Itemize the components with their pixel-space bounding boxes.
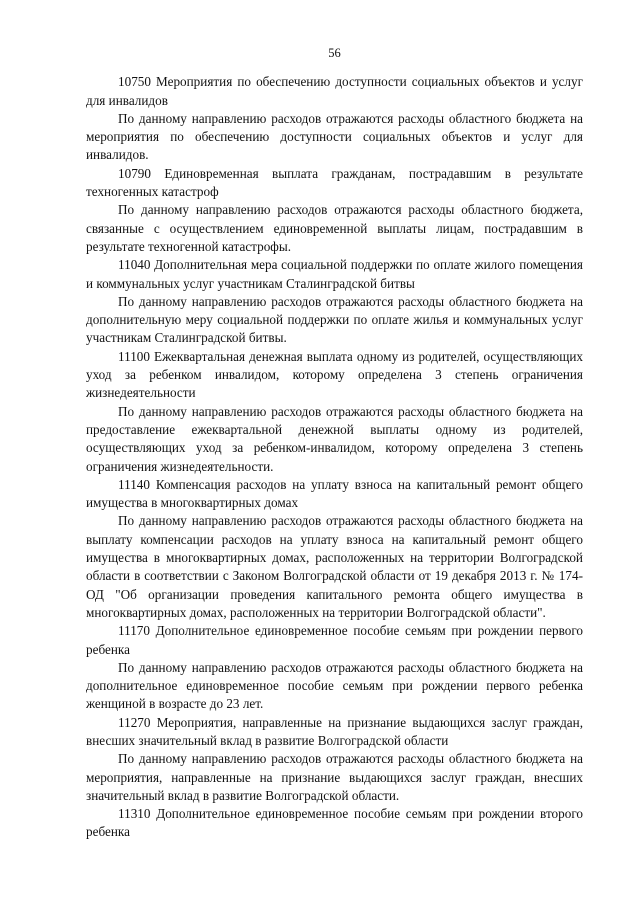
section-heading-11310: 11310 Дополнительное единовременное пособие семьям при рождении второго ребенка: [86, 806, 583, 840]
section-heading-11100: 11100 Ежеквартальная денежная выплата одному из родителей, осуществляющих уход за ребенком инвалидом, которому определена 3 степень ограничения жизнедеятельности: [86, 348, 583, 401]
section-heading-10790: 10790 Единовременная выплата гражданам, пострадавшим в результате техногенных катастроф: [86, 165, 583, 200]
section-body-11100: По данному направлению расходов отражаются расходы областного бюджета на предоставление ежеквартальной денежной выплаты одному из родителей, осуществляющих уход за ребенком-инвалидом, которому определена 3 степень ограничения жизнедеятельности.: [86, 403, 583, 474]
section-body-11040: По данному направлению расходов отражаются расходы областного бюджета на дополнительную меру социальной поддержки по оплате жилья и коммунальных услуг участникам Сталинградской битвы.: [86, 293, 583, 346]
page-number: 56: [328, 46, 341, 60]
section-body-11140: По данному направлению расходов отражаются расходы областного бюджета на выплату компенсации расходов на уплату взноса на капитальный ремонт общего имущества в многоквартирных домах, расположенных на территории Волгоградской области в соответствии с Законом Волгоградской области от 19 декабря 2013 г. № 174-ОД "Об организации проведения капитального ремонта общего имущества в многоквартирных домах, расположенных на территории Волгоградской области".: [86, 513, 583, 620]
section-heading-11040: 11040 Дополнительная мера социальной поддержки по оплате жилого помещения и коммунальных услуг участникам Сталинградской битвы: [86, 257, 583, 291]
section-heading-11270: 11270 Мероприятия, направленные на признание выдающихся заслуг граждан, внесших значительный вклад в развитие Волгоградской области: [86, 714, 583, 748]
section-body-11170: По данному направлению расходов отражаются расходы областного бюджета на дополнительное единовременное пособие семьям при рождении первого ребенка женщиной в возрасте до 23 лет.: [86, 659, 583, 712]
section-body-10750: По данному направлению расходов отражаются расходы областного бюджета на мероприятия по обеспечению доступности социальных объектов и услуг для инвалидов.: [86, 110, 583, 163]
section-body-10790: По данному направлению расходов отражаются расходы областного бюджета, связанные с осуществлением единовременной выплаты лицам, пострадавшим в результате техногенной катастрофы.: [86, 202, 583, 254]
section-body-11270: По данному направлению расходов отражаются расходы областного бюджета на мероприятия, направленные на признание выдающихся заслуг граждан, внесших значительный вклад в развитие Волгоградской области.: [86, 751, 583, 803]
section-heading-10750: 10750 Мероприятия по обеспечению доступности социальных объектов и услуг для инвалидов: [86, 74, 583, 108]
section-heading-11140: 11140 Компенсация расходов на уплату взноса на капитальный ремонт общего имущества в многоквартирных домах: [86, 476, 583, 511]
section-heading-11170: 11170 Дополнительное единовременное пособие семьям при рождении первого ребенка: [86, 623, 583, 657]
